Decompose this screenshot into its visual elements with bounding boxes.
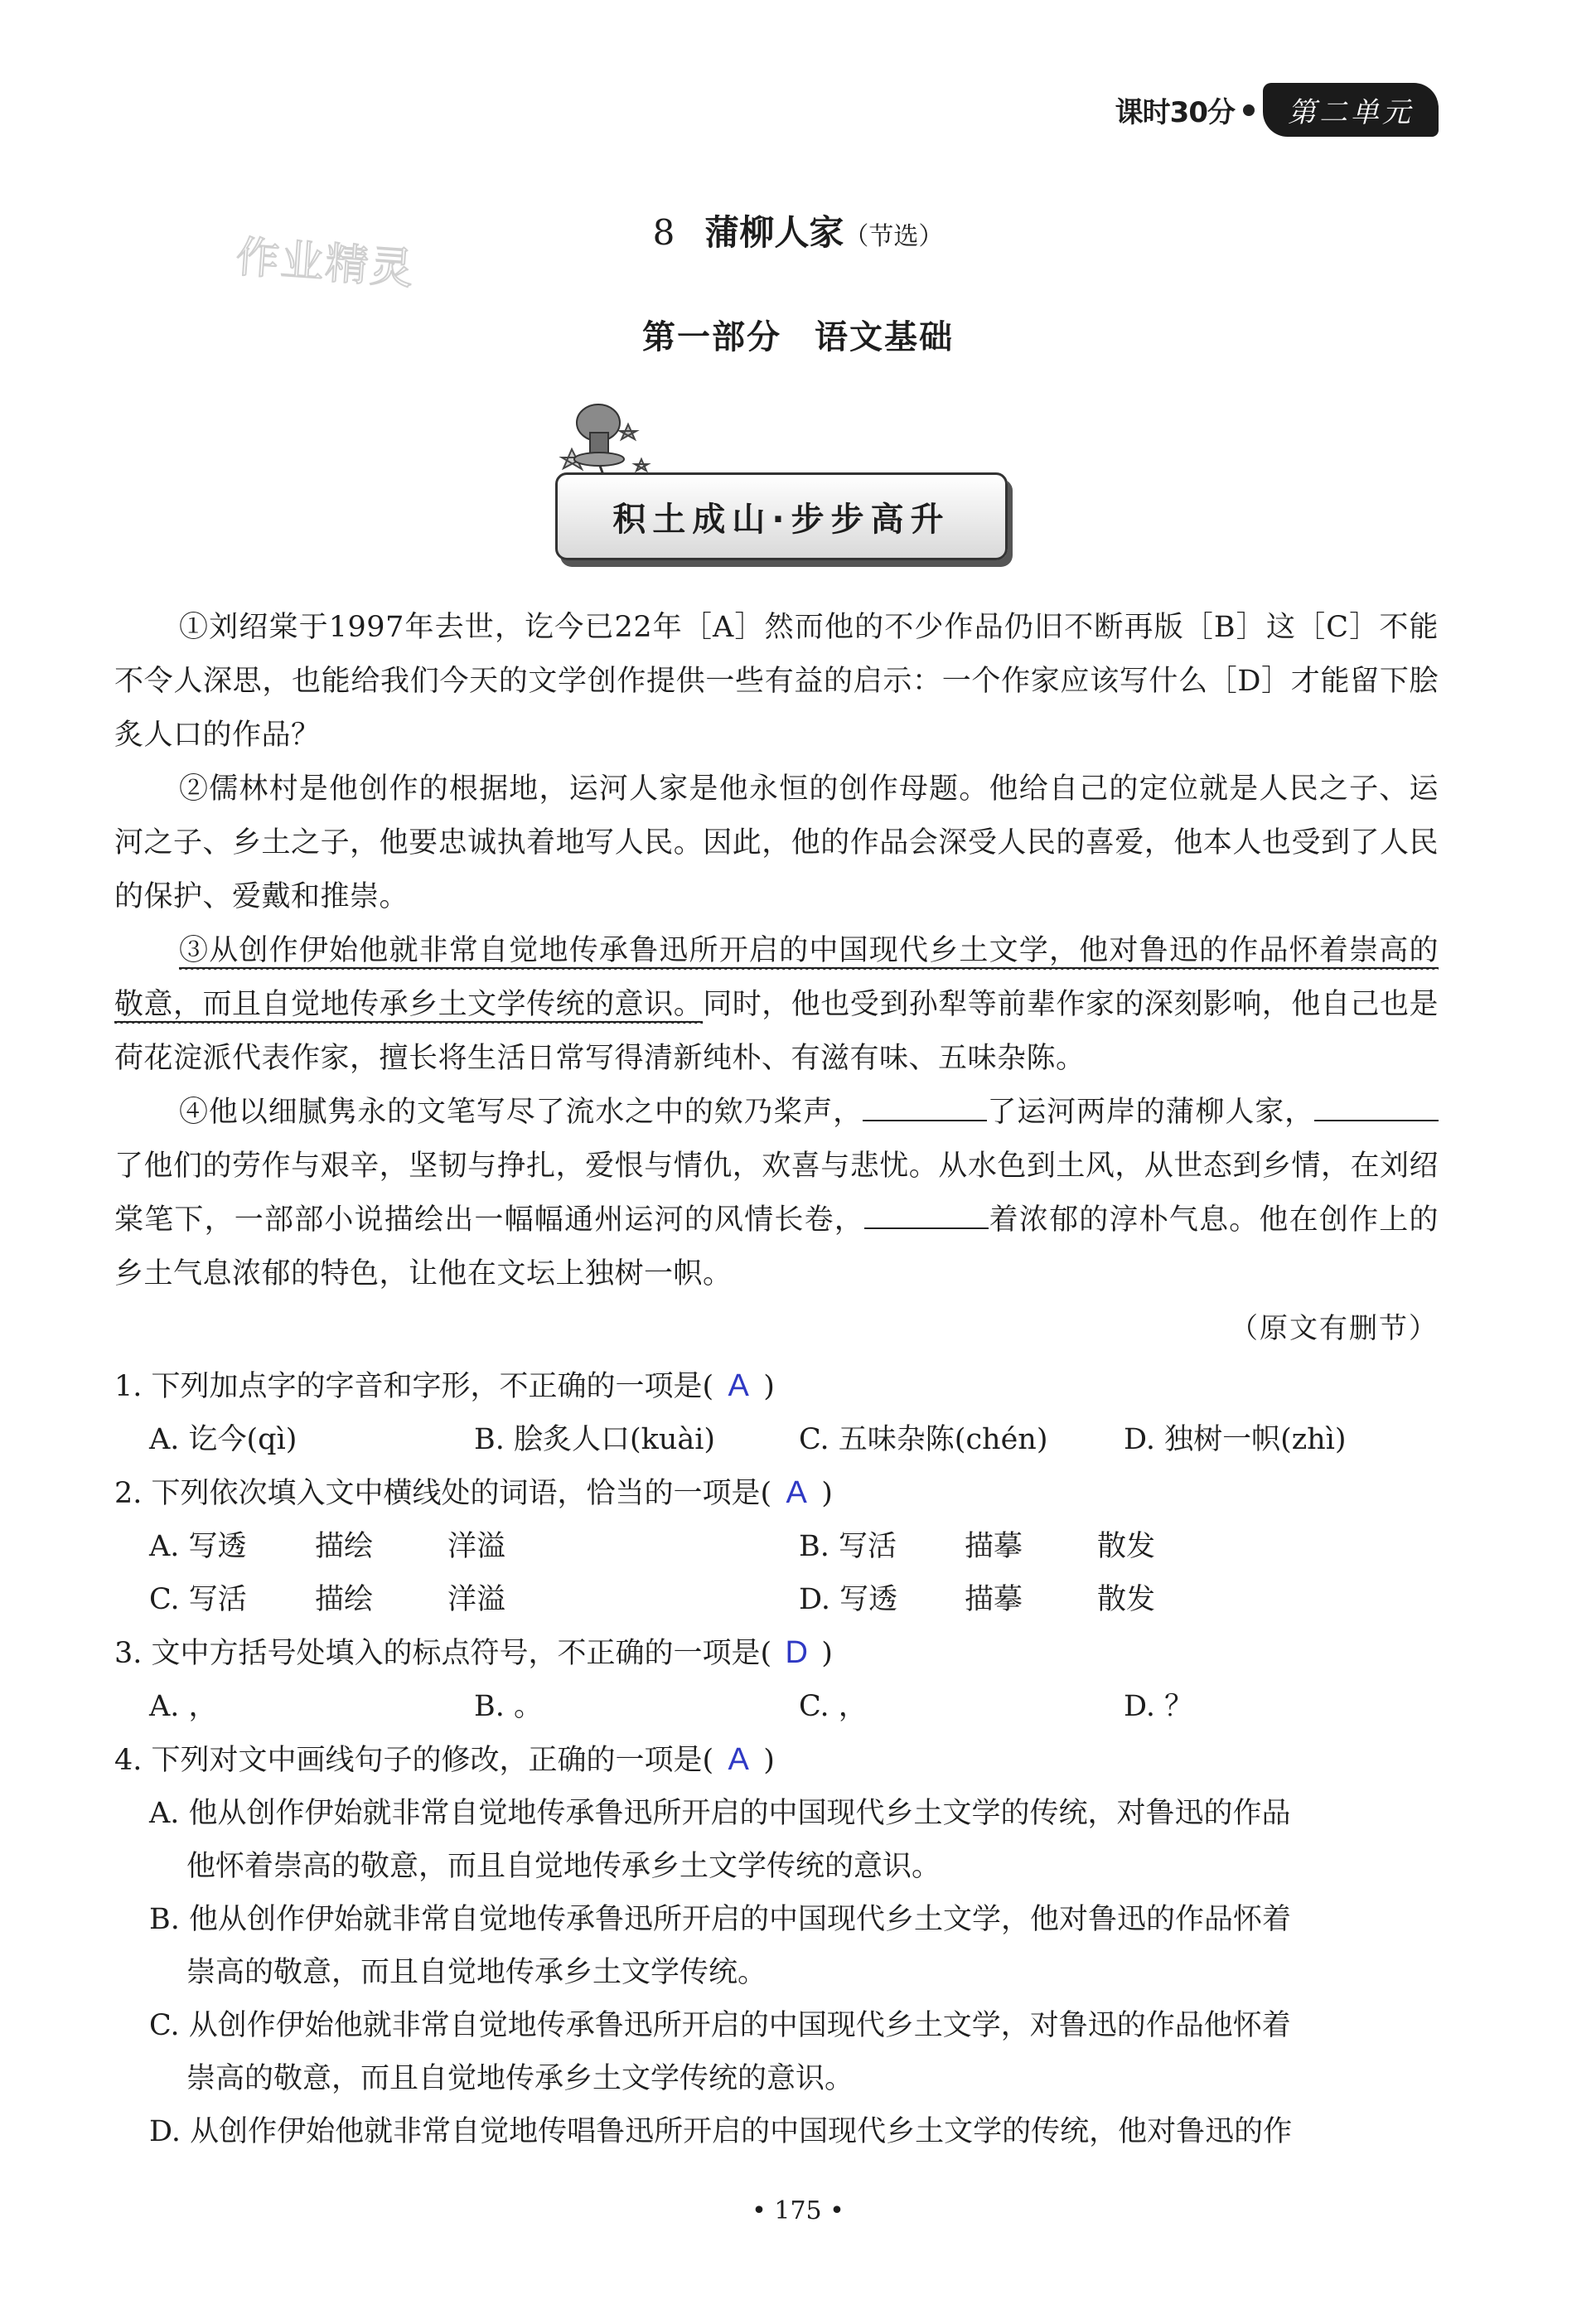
lesson-time-label: 课时30分 [1115,96,1235,129]
question-3 [114,1626,1448,1680]
question-list [114,1359,1448,2158]
passage-paragraph-1: ①刘绍棠于1997年去世，讫今已22年［A］然而他的不少作品仍旧不断再版［B］这［C］不能不令人深思，也能给我们今天的文学创作提供一些有益的启示：一个作家应该写什么［D］才能留下脍炙人口的作品？ [114,611,1439,752]
option-d [799,1573,1448,1626]
option-line-cont: 他怀着崇高的敬意，而且自觉地传承乡土文学传统的意识。 [186,1850,941,1883]
option-line-cont: 崇高的敬意，而且自觉地传承乡土文学传统的意识。 [186,2062,854,2095]
answer-mark: A [728,1742,749,1777]
option-c: C. 五味杂陈(chén) [799,1423,1048,1456]
option-word: 描绘 [315,1530,374,1563]
option-d: D. 独树一帜(zhì) [1124,1423,1347,1456]
option-word: 描摹 [965,1583,1023,1616]
passage-paragraph-3-rest: 同时，他也受到孙犁等前辈作家的深刻影响，他自己也是荷花淀派代表作家，擅长将生活日常写得清新纯朴、有滋有味、五味杂陈。 [114,988,1439,1075]
option-word: 洋溢 [447,1530,506,1563]
lesson-subtitle: （节选） [844,222,944,251]
option-a: A. 讫今(qì) [149,1423,297,1456]
option-word: 描摹 [965,1530,1023,1563]
question-close: ) [821,1477,833,1510]
clock-icon [1243,104,1255,116]
unit-badge: 第二单元 [1263,83,1439,137]
option-a [149,1520,799,1573]
passage-paragraph-3 [114,924,1439,1086]
option-line: C. 从创作伊始他就非常自觉地传承鲁迅所开启的中国现代乡土文学，对鲁迅的作品他怀着 [149,2009,1291,2042]
banner-box [555,472,1008,560]
option-word: A. 写透 [149,1530,247,1563]
part-name: 语文基础 [815,318,954,356]
question-close: ) [763,1370,775,1403]
option-word: B. 写活 [799,1530,897,1563]
lesson-number: 8 [652,212,675,253]
option-b [799,1520,1448,1573]
option-c: C. ， [799,1690,868,1723]
option-line: A. 他从创作伊始就非常自觉地传承鲁迅所开启的中国现代乡土文学的传统，对鲁迅的作品 [149,1797,1291,1830]
question-stem: 1. 下列加点字的字音和字形，不正确的一项是( [114,1370,714,1403]
question-stem: 3. 文中方括号处填入的标点符号，不正确的一项是( [114,1637,772,1670]
question-3-options [114,1680,1448,1733]
option-word: 洋溢 [447,1583,506,1616]
question-stem: 4. 下列对文中画线句子的修改，正确的一项是( [114,1744,714,1777]
passage-paragraph-4 [114,1086,1439,1301]
part-label: 第一部分 [642,318,781,356]
question-close: ) [763,1744,775,1777]
option-word: 描绘 [315,1583,374,1616]
part-title [0,311,1596,358]
paragraph-4-part-b: 了运河两岸的蒲柳人家， [987,1096,1314,1129]
answer-mark: A [728,1368,749,1403]
option-b [114,1893,1448,1999]
option-word: D. 写透 [799,1583,898,1616]
underlined-sentence: ③从创作伊始他就非常自觉地传承鲁迅所开启的中国现代乡土文学，他对鲁迅的作品怀着崇高的敬意，而且自觉地传承乡土文学传统的意识。 [114,934,1439,1021]
option-a: A. ， [149,1690,218,1723]
paragraph-4-part-c: 了他们的劳作与艰辛，坚韧与挣扎，爱恨与情仇，欢喜与悲忧。从水色到土风，从世态到乡情，在刘绍棠笔下，一部部小说描绘出一幅幅通州运河的风情长卷， [114,1150,1439,1237]
answer-mark: D [785,1635,808,1670]
question-4 [114,1733,1448,1787]
banner-text: 积土成山·步步高升 [612,500,950,539]
option-c [149,1573,799,1626]
question-1-options [114,1413,1448,1466]
header-brand [1115,83,1439,137]
watermark: 作业精灵 [234,232,417,295]
fill-blank-2 [1314,1095,1439,1121]
question-stem: 2. 下列依次填入文中横线处的词语，恰当的一项是( [114,1477,772,1510]
paragraph-4-part-d: 着浓郁的淳朴气息。他在创作上的乡土气息浓郁的特色，让他在文坛上独树一帜。 [114,1203,1439,1290]
option-line: D. 从创作伊始他就非常自觉地传唱鲁迅所开启的中国现代乡土文学的传统，他对鲁迅的作 [149,2115,1293,2148]
question-close: ) [821,1637,833,1670]
option-line: B. 他从创作伊始就非常自觉地传承鲁迅所开启的中国现代乡土文学，他对鲁迅的作品怀着 [149,1903,1291,1936]
lesson-name: 蒲柳人家 [704,212,844,253]
option-word: 散发 [1097,1583,1156,1616]
paragraph-4-part-a: ④他以细腻隽永的文笔写尽了流水之中的欸乃桨声， [179,1096,863,1129]
lesson-title [0,206,1596,255]
question-1 [114,1359,1448,1413]
option-d: D. ？ [1124,1690,1194,1723]
question-2-options-row-1 [114,1520,1448,1573]
answer-mark: A [786,1475,807,1510]
question-2 [114,1466,1448,1520]
option-word: C. 写活 [149,1583,247,1616]
reading-passage [114,601,1439,1301]
option-b: B. 脍炙人口(kuài) [474,1423,716,1456]
fill-blank-1 [863,1095,987,1121]
question-2-options-row-2 [114,1573,1448,1626]
option-b: B. 。 [474,1690,543,1723]
option-a [114,1787,1448,1893]
option-d [114,2105,1448,2158]
source-note: （原文有删节） [1230,1312,1439,1345]
option-word: 散发 [1097,1530,1156,1563]
option-line-cont: 崇高的敬意，而且自觉地传承乡土文学传统。 [186,1956,767,1989]
passage-paragraph-2: ②儒林村是他创作的根据地，运河人家是他永恒的创作母题。他给自己的定位就是人民之子、运河之子、乡土之子，他要忠诚执着地写人民。因此，他的作品会深受人民的喜爱，他本人也受到了人民的保护、爱戴和推崇。 [114,772,1439,913]
section-banner [522,390,1019,572]
option-c [114,1999,1448,2105]
fill-blank-3 [864,1203,989,1229]
page-number: • 175 • [752,2196,844,2225]
